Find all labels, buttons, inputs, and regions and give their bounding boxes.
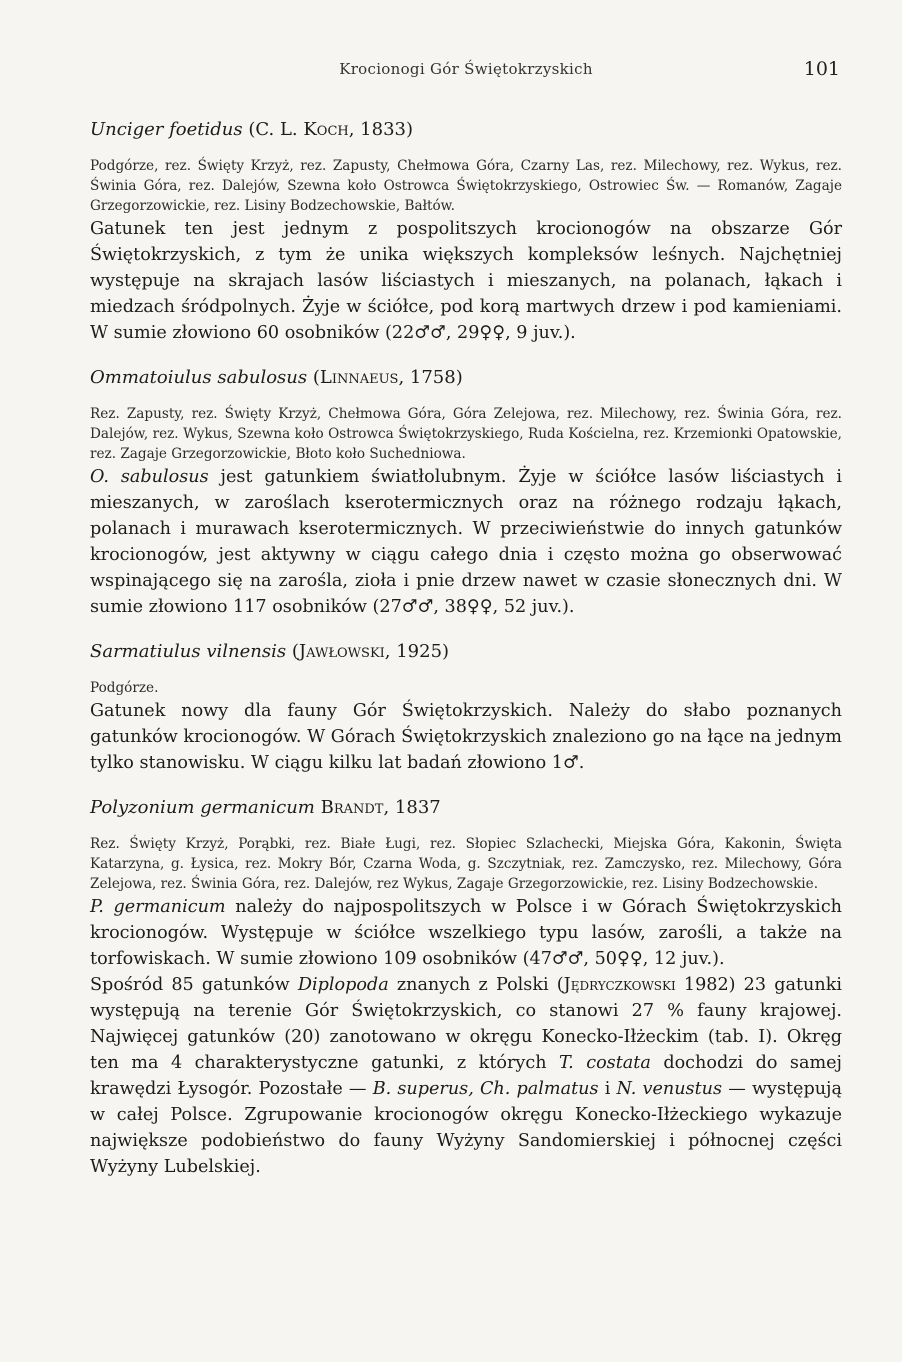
summary-text: dochodzi do samej krawędzi Łysogór. Pozostałe — xyxy=(90,1053,842,1099)
species-author: Brandt, 1837 xyxy=(320,797,441,818)
species-section-sarmatiulus xyxy=(90,638,842,776)
description-text: jest gatunkiem światłolubnym. Żyje w ściółce lasów liściastych i mieszanych, w zaroślach kserotermicznych oraz na różnego rodzaju łąkach, polanach i murawach kserotermicznych. W przeciwieństwie do innych gatunków krocionogów, jest aktywny w ciągu całego dnia i często można go obserwować wspinającego się na zarośla, zioła i pnie drzew nawet w czasie słonecznych dni. W sumie złowiono 117 osobników (27♂♂, 38♀♀, 52 juv.). xyxy=(90,467,842,617)
species-description xyxy=(90,464,842,620)
species-author: (C. L. Koch, 1833) xyxy=(248,119,413,140)
species-name: Unciger foetidus xyxy=(90,119,243,140)
species-description: Gatunek ten jest jednym z pospolitszych krocionogów na obszarze Gór Świętokrzyskich, z tym że unika większych kompleksów leśnych. Najchętniej występuje na skrajach lasów liściastych i mieszanych, na polanach, łąkach i miedzach śródpolnych. Żyje w ściółce, pod korą martwych drzew i pod kamieniami. W sumie złowiono 60 osobników (22♂♂, 29♀♀, 9 juv.). xyxy=(90,219,842,343)
species-section-polyzonium xyxy=(90,794,842,972)
summary-text: znanych z Polski ( xyxy=(388,975,564,995)
species-heading xyxy=(90,364,842,392)
species-author: (Jawłowski, 1925) xyxy=(291,641,450,662)
page-number: 101 xyxy=(803,58,840,80)
main-content xyxy=(90,116,842,1180)
species-heading xyxy=(90,794,842,822)
species-abbrev: P. germanicum xyxy=(90,897,226,917)
species-name: Polyzonium germanicum xyxy=(90,797,315,818)
species-section-unciger xyxy=(90,116,842,346)
species-author: (Linnaeus, 1758) xyxy=(312,367,463,388)
summary-paragraph xyxy=(90,972,842,1180)
summary-text: i xyxy=(598,1079,617,1099)
species-section-ommatoiulus xyxy=(90,364,842,620)
species-name: Ommatoiulus sabulosus xyxy=(90,367,308,388)
species-name: Sarmatiulus vilnensis xyxy=(90,641,287,662)
species-localities: Podgórze. xyxy=(90,680,159,696)
species-description xyxy=(90,894,842,972)
species-localities: Rez. Zapusty, rez. Święty Krzyż, Chełmowa Góra, Góra Zelejowa, rez. Milechowy, rez. Świnia Góra, rez. Dalejów, rez. Wykus, Szewna koło Ostrowca Świętokrzyskiego, Ruda Kościelna, rez. Krzemionki Opatowskie, rez. Zagaje Grzegorzowickie, Błoto koło Suchedniowa. xyxy=(90,406,842,462)
summary-text: — występują w całej Polsce. Zgrupowanie krocionogów okręgu Konecko-Iłżeckiego wykazuje największe podobieństwo do fauny Wyżyny Sandomierskiej i północnej części Wyżyny Lubelskiej. xyxy=(90,1079,843,1177)
description-text: należy do najpospolitszych w Polsce i w Górach Świętokrzyskich krocionogów. Występuje w ściółce wszelkiego typu lasów, zarośli, a także na torfowiskach. W sumie złowiono 109 osobników (47♂♂, 50♀♀, 12 juv.). xyxy=(90,897,842,969)
summary-text: 1982) 23 gatunki występują na terenie Gór Świętokrzyskich, co stanowi 27 % fauny krajowej. Najwięcej gatunków (20) zanotowano w okręgu Konecko-Iłżeckim (tab. I). Okręg ten ma 4 charakterystyczne gatunki, z których xyxy=(90,975,842,1073)
taxon-name: B. superus, Ch. palmatus xyxy=(372,1079,599,1099)
species-abbrev: O. sabulosus xyxy=(90,467,209,487)
species-localities: Rez. Święty Krzyż, Porąbki, rez. Białe Ługi, rez. Słopiec Szlachecki, Miejska Góra, Kakonin, Święta Katarzyna, g. Łysica, rez. Mokry Bór, Czarna Woda, g. Szczytniak, rez. Zamczysko, rez. Milechowy, Góra Zelejowa, rez. Świnia Góra, rez. Dalejów, rez Wykus, Zagaje Grzegorzowickie, rez. Lisiny Bodzechowskie. xyxy=(90,836,842,892)
species-localities: Podgórze, rez. Święty Krzyż, rez. Zapusty, Chełmowa Góra, Czarny Las, rez. Milechowy, rez. Wykus, rez. Świnia Góra, rez. Dalejów, Szewna koło Ostrowca Świętokrzyskiego, Ostrowiec Św. — Romanów, Zagaje Grzegorzowickie, rez. Lisiny Bodzechowskie, Bałtów. xyxy=(90,158,842,214)
species-description: Gatunek nowy dla fauny Gór Świętokrzyskich. Należy do słabo poznanych gatunków krocionogów. W Górach Świętokrzyskich znaleziono go na łące na jednym tylko stanowisku. W ciągu kilku lat badań złowiono 1♂. xyxy=(90,701,842,773)
citation-author: Jędryczkowski xyxy=(563,975,676,995)
running-head: Krocionogi Gór Świętokrzyskich xyxy=(339,60,593,78)
page-header xyxy=(92,60,840,84)
summary-text: Spośród 85 gatunków xyxy=(90,975,298,995)
taxon-name: T. costata xyxy=(559,1053,651,1073)
taxon-name: N. venustus xyxy=(616,1079,723,1099)
species-heading xyxy=(90,638,842,666)
species-heading xyxy=(90,116,842,144)
taxon-name: Diplopoda xyxy=(297,975,389,995)
